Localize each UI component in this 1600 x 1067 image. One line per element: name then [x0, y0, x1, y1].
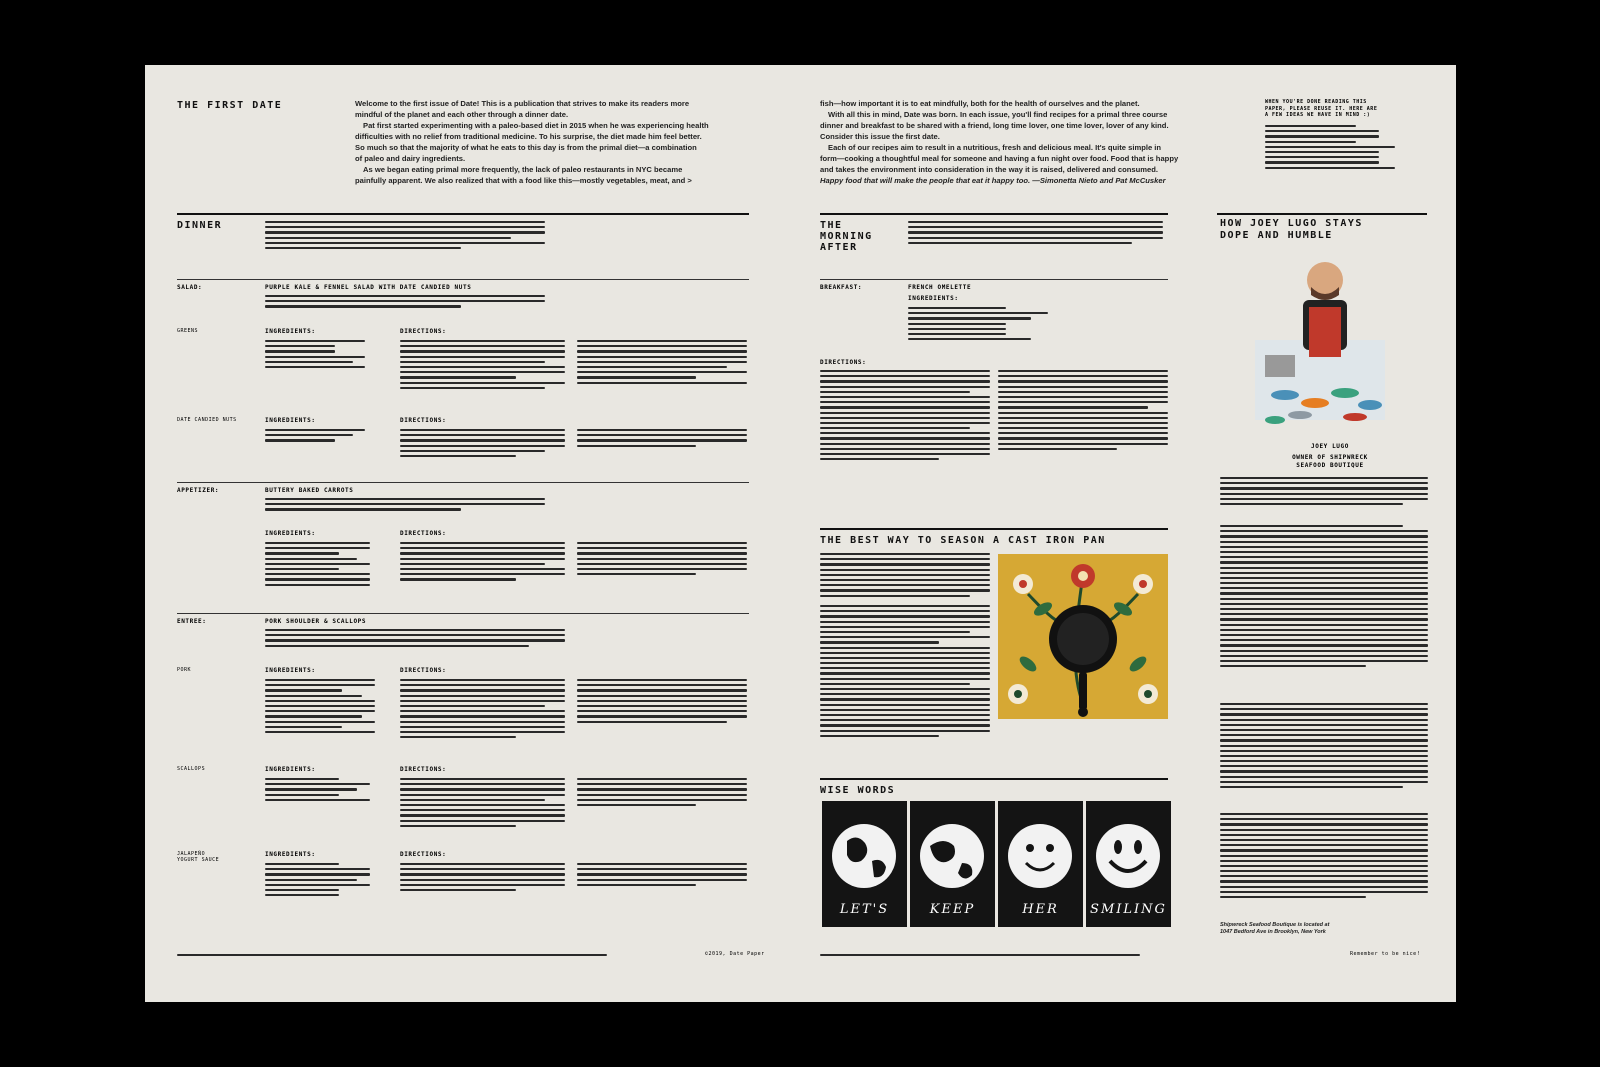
intro-line: mindful of the planet and each other through a dinner date.	[355, 110, 569, 119]
joey-role-line: SEAFOOD BOUTIQUE	[1296, 462, 1364, 469]
reuse-title-line: A FEW IDEAS WE HAVE IN MIND :)	[1265, 112, 1371, 118]
intro-text-left	[355, 98, 785, 186]
joey-interview-1	[1220, 525, 1428, 670]
wise-word-4: SMILING	[1090, 902, 1167, 917]
newspaper-spread	[145, 65, 1456, 1002]
section-rule	[1217, 213, 1427, 215]
jalapeno-directions-1	[400, 863, 565, 894]
nuts-directions-2	[577, 429, 747, 450]
intro-line: form—cooking a thoughtful meal for someone and having a fun night over food. Food that is happy	[820, 154, 1179, 163]
wise-panel-2	[910, 801, 995, 927]
greens-directions-1	[400, 340, 565, 392]
morning-after-title	[820, 220, 873, 253]
directions-heading: DIRECTIONS:	[400, 530, 447, 537]
greens-ingredients	[265, 340, 365, 371]
joey-name: JOEY LUGO	[1311, 443, 1349, 450]
ingredients-heading: INGREDIENTS:	[265, 851, 316, 858]
footer-remember: Remember to be nice!	[1350, 951, 1421, 957]
joey-title-line: HOW JOEY LUGO STAYS	[1220, 218, 1363, 229]
cast-iron-illustration	[998, 554, 1168, 719]
section-rule	[820, 213, 1168, 215]
reuse-title	[1265, 99, 1377, 119]
footer-credits-text	[820, 954, 1140, 959]
intro-line: difficulties with no relief from traditional medicine. To his surprise, the diet made him feel better.	[355, 132, 702, 141]
jalapeno-label-2: YOGURT SAUCE	[177, 857, 220, 863]
wise-word-3: HER	[1022, 902, 1059, 917]
intro-line: of paleo and dairy ingredients.	[355, 154, 466, 163]
wise-words-title: WISE WORDS	[820, 785, 896, 796]
appetizer-intro	[265, 498, 545, 514]
intro-line: Welcome to the first issue of Date! This is a publication that strives to make its readers more	[355, 99, 690, 108]
intro-line: fish—how important it is to eat mindfully, both for the health of ourselves and the planet.	[820, 99, 1140, 108]
intro-line: dinner and breakfast to be shared with a friend, long time lover, one time lover, lover of any kind.	[820, 121, 1169, 130]
dinner-intro-text	[265, 221, 545, 252]
entree-intro	[265, 629, 565, 650]
scallops-label: SCALLOPS	[177, 766, 206, 772]
greens-directions-2	[577, 340, 747, 387]
cast-iron-intro	[820, 553, 990, 600]
morning-intro-text	[908, 221, 1163, 247]
joey-portrait-illustration	[1245, 245, 1395, 430]
jalapeno-label: JALAPEÑO	[177, 851, 206, 857]
section-rule	[177, 213, 749, 215]
section-rule	[820, 528, 1168, 530]
scallops-directions-2	[577, 778, 747, 809]
section-rule	[177, 279, 749, 280]
section-rule	[820, 778, 1168, 780]
address-line: Shipwreck Seafood Boutique is located at	[1220, 922, 1330, 928]
intro-line: Each of our recipes aim to result in a nutritious, fresh and delicious meal. It's quite simple in	[828, 143, 1162, 152]
cast-iron-title: THE BEST WAY TO SEASON A CAST IRON PAN	[820, 535, 1106, 546]
pork-directions-2	[577, 679, 747, 726]
joey-title-line: DOPE AND HUMBLE	[1220, 230, 1333, 241]
morning-title-line: MORNING	[820, 231, 873, 242]
jalapeno-directions-2	[577, 863, 747, 889]
wise-word-2: KEEP	[929, 902, 976, 917]
wise-word-1: LET'S	[839, 902, 890, 917]
shop-address	[1220, 922, 1329, 936]
reuse-title-line: WHEN YOU'RE DONE READING THIS	[1265, 99, 1367, 105]
entree-label: ENTREE:	[177, 618, 207, 625]
intro-line: Happy food that will make the people that eat it happy too. —Simonetta Nieto and Pat McCusker	[820, 176, 1166, 185]
directions-heading: DIRECTIONS:	[400, 328, 447, 335]
directions-heading: DIRECTIONS:	[820, 359, 867, 366]
reuse-title-line: PAPER, PLEASE REUSE IT. HERE ARE	[1265, 105, 1378, 112]
date-nuts-label: DATE CANDIED NUTS	[177, 417, 237, 423]
address-line: 1047 Bedford Ave in Brooklyn, New York	[1220, 929, 1326, 935]
joey-role-line: OWNER OF SHIPWRECK	[1292, 454, 1368, 461]
joey-role	[1265, 454, 1395, 470]
directions-heading: DIRECTIONS:	[400, 667, 447, 674]
wise-panel-4	[1086, 801, 1171, 927]
ingredients-heading: INGREDIENTS:	[265, 766, 316, 773]
intro-line: Pat first started experimenting with a paleo-based diet in 2015 when he was experiencing health	[363, 121, 709, 130]
omelette-directions-2	[998, 370, 1168, 453]
pork-ingredients	[265, 679, 375, 736]
intro-line: So much so that the majority of what he eats to this day is from the primal diet—a combination	[355, 143, 697, 152]
wise-panel-3	[998, 801, 1083, 927]
omelette-directions-1	[820, 370, 990, 463]
section-rule	[820, 279, 1168, 280]
intro-line: painfully apparent. We also realized that with a food like this—mostly vegetables, meat, and >	[355, 176, 692, 185]
intro-line: With all this in mind, Date was born. In each issue, you'll find recipes for a primal three course	[828, 110, 1168, 119]
entree-title: PORK SHOULDER & SCALLOPS	[265, 618, 367, 625]
joey-interview-2	[1220, 703, 1428, 791]
omelette-ingredients	[908, 307, 1048, 343]
first-date-title: THE FIRST DATE	[177, 100, 283, 111]
breakfast-label: BREAKFAST:	[820, 284, 863, 291]
appetizer-directions-1	[400, 542, 565, 584]
cast-iron-steps	[820, 605, 990, 740]
appetizer-title: BUTTERY BAKED CARROTS	[265, 487, 354, 494]
reuse-list	[1265, 125, 1395, 172]
scallops-directions-1	[400, 778, 565, 830]
ingredients-heading: INGREDIENTS:	[265, 667, 316, 674]
scallops-ingredients	[265, 778, 370, 804]
directions-heading: DIRECTIONS:	[400, 766, 447, 773]
joey-title	[1220, 218, 1363, 242]
footer-left-text	[177, 954, 607, 959]
jalapeno-ingredients	[265, 863, 370, 899]
intro-line: and takes the environment into consideration in the way it is raised, delivered and consumed.	[820, 165, 1159, 174]
directions-heading: DIRECTIONS:	[400, 851, 447, 858]
pork-label: PORK	[177, 667, 192, 673]
ingredients-heading: INGREDIENTS:	[265, 328, 316, 335]
morning-title-line: AFTER	[820, 242, 858, 253]
wise-panel-1	[822, 801, 907, 927]
section-rule	[177, 613, 749, 614]
nuts-directions-1	[400, 429, 565, 460]
ingredients-heading: INGREDIENTS:	[265, 530, 316, 537]
section-rule	[177, 482, 749, 483]
pork-directions-1	[400, 679, 565, 741]
ingredients-heading: INGREDIENTS:	[908, 295, 959, 302]
intro-line: As we began eating primal more frequently, the lack of paleo restaurants in NYC became	[363, 165, 683, 174]
appetizer-directions-2	[577, 542, 747, 578]
directions-heading: DIRECTIONS:	[400, 417, 447, 424]
intro-line: Consider this issue the first date.	[820, 132, 940, 141]
salad-label: SALAD:	[177, 284, 203, 291]
breakfast-title: FRENCH OMELETTE	[908, 284, 972, 291]
salad-intro	[265, 295, 545, 311]
appetizer-label: APPETIZER:	[177, 487, 220, 494]
greens-label: GREENS	[177, 328, 199, 334]
nuts-ingredients	[265, 429, 365, 445]
appetizer-ingredients	[265, 542, 370, 589]
joey-intro	[1220, 477, 1428, 508]
ingredients-heading: INGREDIENTS:	[265, 417, 316, 424]
dinner-title: DINNER	[177, 220, 223, 231]
footer-copyright: ©2019, Date Paper	[705, 951, 765, 957]
morning-title-line: THE	[820, 220, 843, 231]
intro-text-right	[820, 98, 1225, 186]
joey-interview-3	[1220, 813, 1428, 901]
salad-title: PURPLE KALE & FENNEL SALAD WITH DATE CANDIED NUTS	[265, 284, 472, 291]
